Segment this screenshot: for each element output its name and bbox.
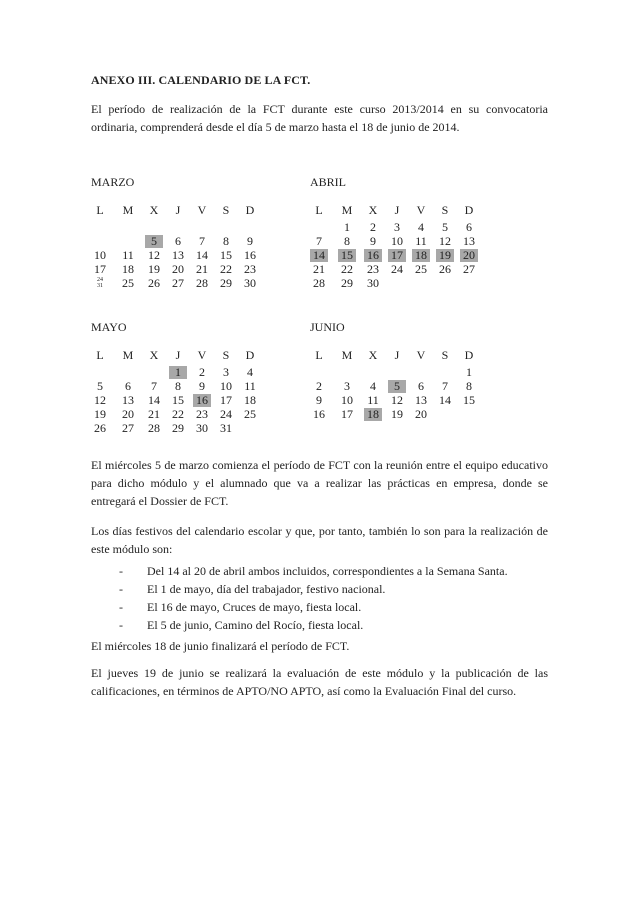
calendar-day: 18 (122, 262, 134, 276)
calendar-day: 7 (442, 379, 448, 393)
calendar-day: 27 (172, 276, 184, 290)
calendar-day: 28 (313, 276, 325, 290)
calendar-day: 5 (442, 220, 448, 234)
weekday-header: M (122, 348, 134, 362)
list-item: - El 5 de junio, Camino del Rocío, fiesta local. (119, 618, 364, 632)
calendar-day: 8 (466, 379, 472, 393)
calendar-day: 20 (460, 249, 478, 262)
calendar-day: 11 (367, 393, 379, 407)
calendar-day: 30 (196, 421, 208, 435)
calendar-day-part: 24 (97, 277, 103, 283)
calendar-day: 24 (391, 262, 403, 276)
calendar-day: 23 (244, 262, 256, 276)
calendar-day: 10 (341, 393, 353, 407)
calendar-day: 30 (367, 276, 379, 290)
calendar-day: 22 (172, 407, 184, 421)
calendar-day: 20 (415, 407, 427, 421)
calendar-day: 17 (94, 262, 106, 276)
weekday-header: L (96, 203, 104, 217)
calendar-day: 30 (244, 276, 256, 290)
calendar-day: 1 (344, 220, 350, 234)
calendar-may (91, 320, 271, 440)
calendar-day: 23 (367, 262, 379, 276)
weekday-header: D (245, 348, 255, 362)
calendar-day: 5 (97, 379, 103, 393)
calendar-day: 11 (122, 248, 134, 262)
calendar-day: 26 (439, 262, 451, 276)
weekday-header: D (245, 203, 255, 217)
list-item: - El 16 de mayo, Cruces de mayo, fiesta local. (119, 600, 362, 614)
calendar-day: 4 (370, 379, 376, 393)
calendar-day: 3 (344, 379, 350, 393)
calendar-day: 22 (220, 262, 232, 276)
calendar-day: 10 (220, 379, 232, 393)
list-item: - El 1 de mayo, día del trabajador, festivo nacional. (119, 582, 386, 596)
calendar-day: 21 (313, 262, 325, 276)
calendar-day: 12 (94, 393, 106, 407)
intro-paragraph: El período de realización de la FCT durante este curso 2013/2014 en su convocatoria ordinaria, comprenderá desde el día 5 de marzo hasta el 18 de junio de 2014. (91, 102, 548, 134)
calendar-day: 11 (415, 234, 427, 248)
calendar-day: 6 (175, 234, 181, 248)
calendar-day: 5 (388, 380, 406, 393)
calendar-day: 13 (172, 248, 184, 262)
weekday-header: S (441, 348, 449, 362)
calendar-day (91, 277, 109, 290)
holidays-list (119, 562, 508, 634)
calendar-day: 3 (223, 365, 229, 379)
calendar-day: 11 (244, 379, 256, 393)
calendar-march (91, 175, 271, 295)
calendar-day: 20 (172, 262, 184, 276)
holidays-paragraph: Los días festivos del calendario escolar y que, por tanto, también lo son para la realización de este módulo son: (91, 524, 548, 556)
calendar-day: 29 (220, 276, 232, 290)
calendar-day: 13 (415, 393, 427, 407)
calendar-day: 6 (466, 220, 472, 234)
calendar-day: 21 (196, 262, 208, 276)
calendar-day: 31 (220, 421, 232, 435)
calendar-day: 6 (125, 379, 131, 393)
weekday-header: J (394, 203, 400, 217)
calendar-day: 27 (122, 421, 134, 435)
calendar-day: 16 (193, 394, 211, 407)
calendar-day: 3 (394, 220, 400, 234)
weekday-header: J (394, 348, 400, 362)
calendar-day: 14 (310, 249, 328, 262)
calendar-day: 25 (122, 276, 134, 290)
weekday-header: D (464, 203, 474, 217)
calendar-day: 22 (341, 262, 353, 276)
month-name: JUNIO (310, 320, 345, 334)
calendar-day: 23 (196, 407, 208, 421)
calendar-day: 17 (388, 249, 406, 262)
calendar-day: 15 (220, 248, 232, 262)
calendar-day: 26 (94, 421, 106, 435)
calendar-day: 24 (220, 407, 232, 421)
weekday-header: J (175, 203, 181, 217)
calendar-day: 10 (94, 248, 106, 262)
weekday-header: V (416, 203, 426, 217)
calendar-day: 9 (247, 234, 253, 248)
month-name: MARZO (91, 175, 135, 189)
calendar-day: 21 (148, 407, 160, 421)
calendar-day: 28 (196, 276, 208, 290)
calendar-day: 1 (169, 366, 187, 379)
calendar-day: 2 (370, 220, 376, 234)
calendar-day: 16 (364, 249, 382, 262)
calendar-day: 14 (196, 248, 208, 262)
document-title: ANEXO III. CALENDARIO DE LA FCT. (91, 73, 311, 87)
weekday-header: V (197, 203, 207, 217)
calendar-day: 25 (244, 407, 256, 421)
calendar-day: 7 (151, 379, 157, 393)
calendar-day: 9 (370, 234, 376, 248)
calendar-day: 18 (364, 408, 382, 421)
calendar-day: 12 (148, 248, 160, 262)
weekday-header: L (315, 203, 323, 217)
calendar-day: 8 (344, 234, 350, 248)
calendar-day: 19 (148, 262, 160, 276)
calendar-day: 20 (122, 407, 134, 421)
calendar-day: 14 (148, 393, 160, 407)
weekday-header: M (341, 203, 353, 217)
calendar-day: 26 (148, 276, 160, 290)
weekday-header: S (222, 203, 230, 217)
calendar-day: 7 (199, 234, 205, 248)
weekday-header: V (416, 348, 426, 362)
weekday-header: D (464, 348, 474, 362)
calendar-day: 19 (436, 249, 454, 262)
calendar-day: 10 (391, 234, 403, 248)
calendar-day: 14 (439, 393, 451, 407)
calendar-day: 13 (463, 234, 475, 248)
month-name: MAYO (91, 320, 127, 334)
calendar-day: 25 (415, 262, 427, 276)
calendar-day: 18 (244, 393, 256, 407)
start-paragraph: El miércoles 5 de marzo comienza el período de FCT con la reunión entre el equipo educativo para dicho módulo y el alumnado que va a realizar las prácticas en empresa, donde se entregará el Dossier de FCT. (91, 458, 548, 508)
evaluation-paragraph: El jueves 19 de junio se realizará la evaluación de este módulo y la publicación de las calificaciones, en términos de APTO/NO APTO, así como la Evaluación Final del curso. (91, 666, 548, 698)
calendar-day: 9 (316, 393, 322, 407)
calendar-day: 15 (463, 393, 475, 407)
weekday-header: S (441, 203, 449, 217)
weekday-header: M (341, 348, 353, 362)
weekday-header: V (197, 348, 207, 362)
calendar-day: 17 (220, 393, 232, 407)
calendar-day: 19 (391, 407, 403, 421)
weekday-header: X (149, 348, 159, 362)
weekday-header: M (122, 203, 134, 217)
calendar-day: 15 (172, 393, 184, 407)
weekday-header: L (96, 348, 104, 362)
calendar-day: 17 (341, 407, 353, 421)
calendar-day: 19 (94, 407, 106, 421)
calendar-day: 29 (172, 421, 184, 435)
weekday-header: X (368, 203, 378, 217)
calendar-day: 4 (247, 365, 253, 379)
calendar-day: 12 (439, 234, 451, 248)
list-item: - Del 14 al 20 de abril ambos incluidos, correspondientes a la Semana Santa. (119, 564, 508, 578)
end-paragraph: El miércoles 18 de junio finalizará el período de FCT. (91, 639, 350, 653)
calendar-day: 1 (466, 365, 472, 379)
calendar-day: 2 (316, 379, 322, 393)
weekday-header: X (368, 348, 378, 362)
calendar-day: 28 (148, 421, 160, 435)
weekday-header: X (149, 203, 159, 217)
month-name: ABRIL (310, 175, 346, 189)
calendar-day: 18 (412, 249, 430, 262)
calendar-day: 7 (316, 234, 322, 248)
calendar-day: 13 (122, 393, 134, 407)
weekday-header: L (315, 348, 323, 362)
calendar-day: 4 (418, 220, 424, 234)
calendar-day: 15 (338, 249, 356, 262)
calendar-day: 16 (313, 407, 325, 421)
calendar-day: 27 (463, 262, 475, 276)
weekday-header: S (222, 348, 230, 362)
calendar-day: 5 (145, 235, 163, 248)
calendar-day: 9 (199, 379, 205, 393)
calendar-day: 12 (391, 393, 403, 407)
calendar-day-part: 31 (97, 283, 103, 289)
weekday-header: J (175, 348, 181, 362)
calendar-day: 16 (244, 248, 256, 262)
calendar-day: 2 (199, 365, 205, 379)
calendar-day: 8 (223, 234, 229, 248)
calendar-april (310, 175, 490, 295)
calendar-june (310, 320, 490, 440)
calendar-day: 6 (418, 379, 424, 393)
calendar-day: 8 (175, 379, 181, 393)
calendar-day: 29 (341, 276, 353, 290)
